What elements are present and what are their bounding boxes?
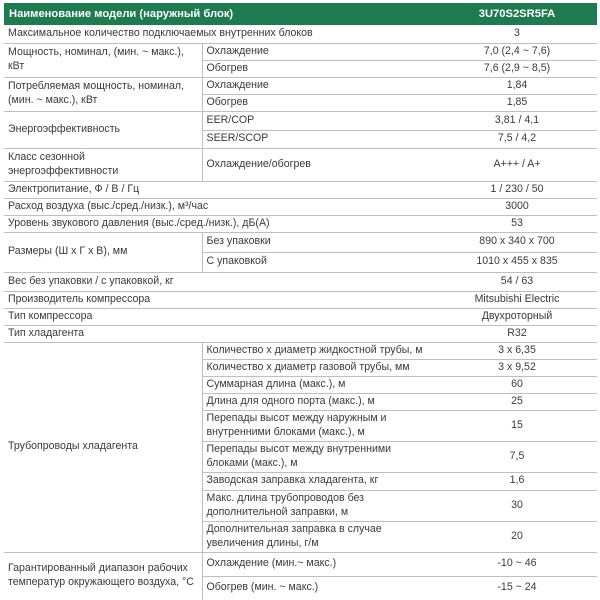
row-label-compressor-maker: Производитель компрессора (4, 291, 437, 308)
table-row (4, 215, 597, 232)
row-value: 1 / 230 / 50 (437, 181, 597, 198)
piping-item-label: Заводская заправка хладагента, кг (202, 472, 437, 490)
row-value: 7,6 (2,9 ~ 8,5) (437, 60, 597, 77)
table-row (4, 232, 597, 252)
table-row (4, 272, 597, 291)
table-row (4, 342, 597, 359)
table-row (4, 43, 597, 60)
row-value: 1,84 (437, 77, 597, 94)
piping-item-value: 3 x 6,35 (437, 342, 597, 359)
row-label-refrigerant: Тип хладагента (4, 325, 437, 342)
row-value: -15 ~ 24 (497, 581, 537, 594)
piping-item-label: Макс. длина трубопроводов без дополнительной заправки, м (202, 490, 437, 521)
row-label-piping: Трубопроводы хладагента (4, 342, 202, 552)
piping-item-value: 20 (437, 521, 597, 552)
row-value: 53 (437, 215, 597, 232)
table-row (4, 291, 597, 308)
piping-item-label: Перепады высот между внутренними блоками (макс.), м (202, 441, 437, 472)
row-value: 1,85 (437, 94, 597, 111)
row-value: 54 / 63 (437, 272, 597, 291)
mode-label: Без упаковки (202, 232, 437, 252)
piping-item-value: 3 x 9,52 (437, 359, 597, 376)
row-value: R32 (437, 325, 597, 342)
row-value: -10 ~ 46 (437, 552, 597, 576)
row-value: A+++ / A+ (437, 148, 597, 181)
row-label-compressor-type: Тип компрессора (4, 308, 437, 325)
table-row (4, 148, 597, 181)
piping-item-label: Перепады высот между наружным и внутренними блоками (макс.), м (202, 410, 437, 441)
piping-item-value: 60 (437, 376, 597, 393)
piping-item-label: Дополнительная заправка в случае увеличения длины, г/м (202, 521, 437, 552)
row-label-weight: Вес без упаковки / с упаковкой, кг (4, 272, 437, 291)
row-value-max-indoor: 3 (437, 25, 597, 43)
row-label-dimensions: Размеры (Ш х Г х В), мм (4, 232, 202, 272)
row-label-noise: Уровень звукового давления (выс./сред./низк.), дБ(А) (4, 215, 437, 232)
table-row (4, 198, 597, 215)
piping-item-label: Суммарная длина (макс.), м (202, 376, 437, 393)
mode-label: Охлаждение (202, 43, 437, 60)
mode-label: Охлаждение/обогрев (202, 148, 437, 181)
mode-label: Обогрев (мин. ~ макс.) (202, 576, 437, 600)
row-label-power-input: Потребляемая мощность, номинал, (мин. ~ макс.), кВт (4, 77, 202, 111)
table-row (4, 25, 597, 43)
row-label-seasonal-class: Класс сезонной энергоэффективности (4, 148, 202, 181)
mode-label: Обогрев (202, 60, 437, 77)
mode-label: EER/COP (202, 111, 437, 130)
row-value: 3000 (437, 198, 597, 215)
table-row (4, 77, 597, 94)
row-value: 7,5 / 4,2 (437, 130, 597, 148)
row-value: Двухроторный (437, 308, 597, 325)
piping-item-label: Количество х диаметр газовой трубы, мм (202, 359, 437, 376)
row-label-power-supply: Электропитание, Ф / В / Гц (4, 181, 437, 198)
table-row (4, 325, 597, 342)
piping-item-value: 7,5 (437, 441, 597, 472)
row-label-max-indoor: Максимальное количество подключаемых внутренних блоков (4, 25, 437, 43)
piping-item-label: Длина для одного порта (макс.), м (202, 393, 437, 410)
mode-label: С упаковкой (202, 252, 437, 272)
spec-table (4, 3, 597, 600)
row-value: 1010 x 455 x 835 (437, 252, 597, 272)
piping-item-value: 30 (437, 490, 597, 521)
piping-item-value: 15 (437, 410, 597, 441)
table-row (4, 181, 597, 198)
model-name-header: Наименование модели (наружный блок) (4, 3, 437, 25)
row-value: 890 x 340 x 700 (437, 232, 597, 252)
piping-item-label: Количество х диаметр жидкостной трубы, м (202, 342, 437, 359)
table-row (4, 111, 597, 130)
table-header-row (4, 3, 597, 25)
piping-item-value: 25 (437, 393, 597, 410)
row-label-temp-range: Гарантированный диапазон рабочих температур окружающего воздуха, °С (8, 562, 194, 589)
row-label-capacity: Мощность, номинал, (мин. ~ макс.), кВт (4, 43, 202, 77)
piping-item-value: 1,6 (437, 472, 597, 490)
row-value: Mitsubishi Electric (437, 291, 597, 308)
mode-label: Обогрев (202, 94, 437, 111)
row-value: 3,81 / 4,1 (437, 111, 597, 130)
row-label-airflow: Расход воздуха (выс./сред./низк.), м³/час (4, 198, 437, 215)
table-row (4, 308, 597, 325)
model-code-header: 3U70S2SR5FA (437, 3, 597, 25)
row-label-efficiency: Энергоэффективность (4, 111, 202, 148)
mode-label: Охлаждение (202, 77, 437, 94)
mode-label: Охлаждение (мин.~ макс.) (202, 552, 437, 576)
mode-label: SEER/SCOP (202, 130, 437, 148)
row-value: 7,0 (2,4 ~ 7,6) (437, 43, 597, 60)
table-row (4, 552, 597, 576)
